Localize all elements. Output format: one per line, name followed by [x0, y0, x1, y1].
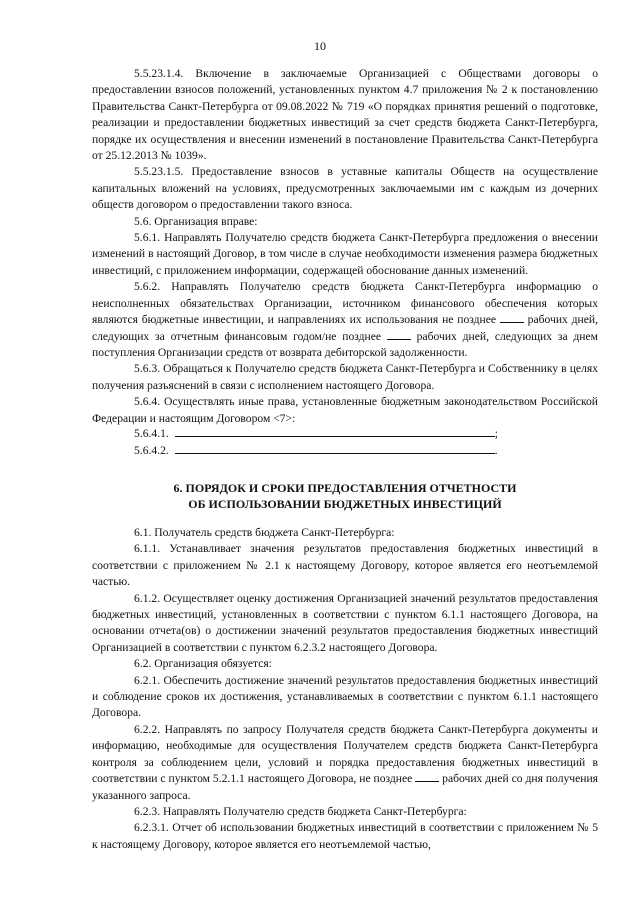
paragraph-5-6: 5.6. Организация вправе: — [134, 214, 258, 228]
paragraph-5-5-23-1-5: 5.5.23.1.5. Предоставление взносов в уставные капиталы Обществ на осуществление капитальных вложений на условиях, предусмотренных заключаемыми им с каждым из дочерних обществ договором о предоставлении такого взноса. — [92, 165, 598, 212]
paragraph-6-1-2: 6.1.2. Осуществляет оценку достижения Организацией значений результатов предоставления бюджетных инвестиций, установленных в соответствии с пунктом 6.1.1 настоящего Договора, на основании отчета(ов) о достижении значений результатов предоставления бюджетных инвестиций Организацией в соответствии с пунктом 6.2.3.2 настоящего Договора. — [92, 591, 598, 654]
paragraph-6-1: 6.1. Получатель средств бюджета Санкт-Петербурга: — [134, 526, 395, 539]
paragraph-6-2: 6.2. Организация обязуется: — [134, 657, 272, 671]
paragraph-5-6-2-part2: рабочих дней, следующих за отчетным финансовым годом/не позднее — [92, 313, 599, 343]
paragraph-5-6-2-part1: 5.6.2. Направлять Получателю средств бюджета Санкт-Петербурга информацию о неисполненных обязательствах Организации, источником финансового обеспечения которых являются бюджетные инвестиции, и направлениях их использования не позднее — [92, 280, 598, 327]
top-text-block — [92, 66, 598, 427]
fill-line-label: 5.6.4.2. — [134, 444, 169, 458]
paragraph-6-2-2-part1: 6.2.2. Направлять по запросу Получателя средств бюджета Санкт-Петербурга документы и информацию, необходимые для осуществления Получателем средств бюджета Санкт-Петербурга контроля за соблюдением цели, условий и порядка предоставления бюджетных инвестиций в соответствии с пунктом 5.2.1.1 настоящего Договора, не позднее — [92, 722, 598, 786]
fill-line-row — [92, 442, 598, 459]
paragraph-6-1-1: 6.1.1. Устанавливает значения результатов предоставления бюджетных инвестиций в соответствии с приложением № 2.1 к настоящему Договору, которое является его неотъемлемой частью. — [92, 542, 598, 589]
paragraph-5-6-2-part3: рабочих дней, следующих за днем поступления Организации средств от возврата дебиторской задолженности. — [92, 329, 598, 359]
fill-lines-block — [92, 425, 598, 460]
fill-line-end: ; — [494, 427, 499, 440]
blank-days-3 — [415, 771, 439, 782]
paragraph-6-2-1: 6.2.1. Обеспечить достижение значений результатов предоставления бюджетных инвестиций и соблюдение сроков их достижения, устанавливаемых в соответствии с пунктом 6.1.1 настоящего Договора. — [92, 673, 598, 720]
blank-days-1 — [500, 312, 524, 323]
fill-line-end: . — [494, 444, 498, 458]
section-6-text-block — [92, 525, 598, 853]
fill-line — [175, 425, 495, 437]
paragraph-6-2-3: 6.2.3. Направлять Получателю средств бюджета Санкт-Петербурга: — [134, 804, 467, 818]
paragraph-6-2-2 — [92, 722, 598, 804]
fill-line — [175, 442, 495, 454]
paragraph-5-5-23-1-4: 5.5.23.1.4. Включение в заключаемые Организацией с Обществами договоры о предоставлении взносов положений, установленных пунктом 4.7 приложения № 2 к постановлению Правительства Санкт-Петербурга от 09.08.2022 № 719 «О порядках принятия решений о подготовке, реализации и предоставлении бюджетных инвестиций за счет средств бюджета Санкт-Петербурга, порядке их осуществления и внесении изменений в постановление Правительства Санкт-Петербурга от 25.12.2013 № 1039». — [92, 67, 598, 163]
section-heading — [92, 480, 598, 512]
paragraph-6-2-3-1: 6.2.3.1. Отчет об использовании бюджетных инвестиций в соответствии с приложением № 5 к настоящему Договору, которое является его неотъемлемой частью, — [92, 821, 598, 851]
section-heading-line1: 6. ПОРЯДОК И СРОКИ ПРЕДОСТАВЛЕНИЯ ОТЧЕТНОСТИ — [173, 481, 517, 495]
fill-line-row — [92, 425, 598, 442]
fill-line-label: 5.6.4.1. — [134, 427, 169, 440]
paragraph-5-6-3: 5.6.3. Обращаться к Получателю средств бюджета Санкт-Петербурга и Собственнику в целях получения разъяснений в связи с исполнением настоящего Договора. — [92, 362, 598, 392]
paragraph-6-2-2-part2: рабочих дней со дня получения указанного запроса. — [92, 772, 598, 802]
section-heading-line2: ОБ ИСПОЛЬЗОВАНИИ БЮДЖЕТНЫХ ИНВЕСТИЦИЙ — [188, 497, 502, 511]
paragraph-5-6-4: 5.6.4. Осуществлять иные права, установленные бюджетным законодательством Российской Федерации и настоящим Договором <7>: — [92, 395, 598, 425]
blank-days-2 — [387, 329, 411, 340]
paragraph-5-6-2 — [92, 279, 598, 361]
paragraph-5-6-1: 5.6.1. Направлять Получателю средств бюджета Санкт-Петербурга предложения о внесении изменений в настоящий Договор, в том числе в случае необходимости изменения размера бюджетных инвестиций, с приложением информации, содержащей обоснование данных изменений. — [92, 231, 598, 277]
page-number: 10 — [314, 39, 326, 53]
